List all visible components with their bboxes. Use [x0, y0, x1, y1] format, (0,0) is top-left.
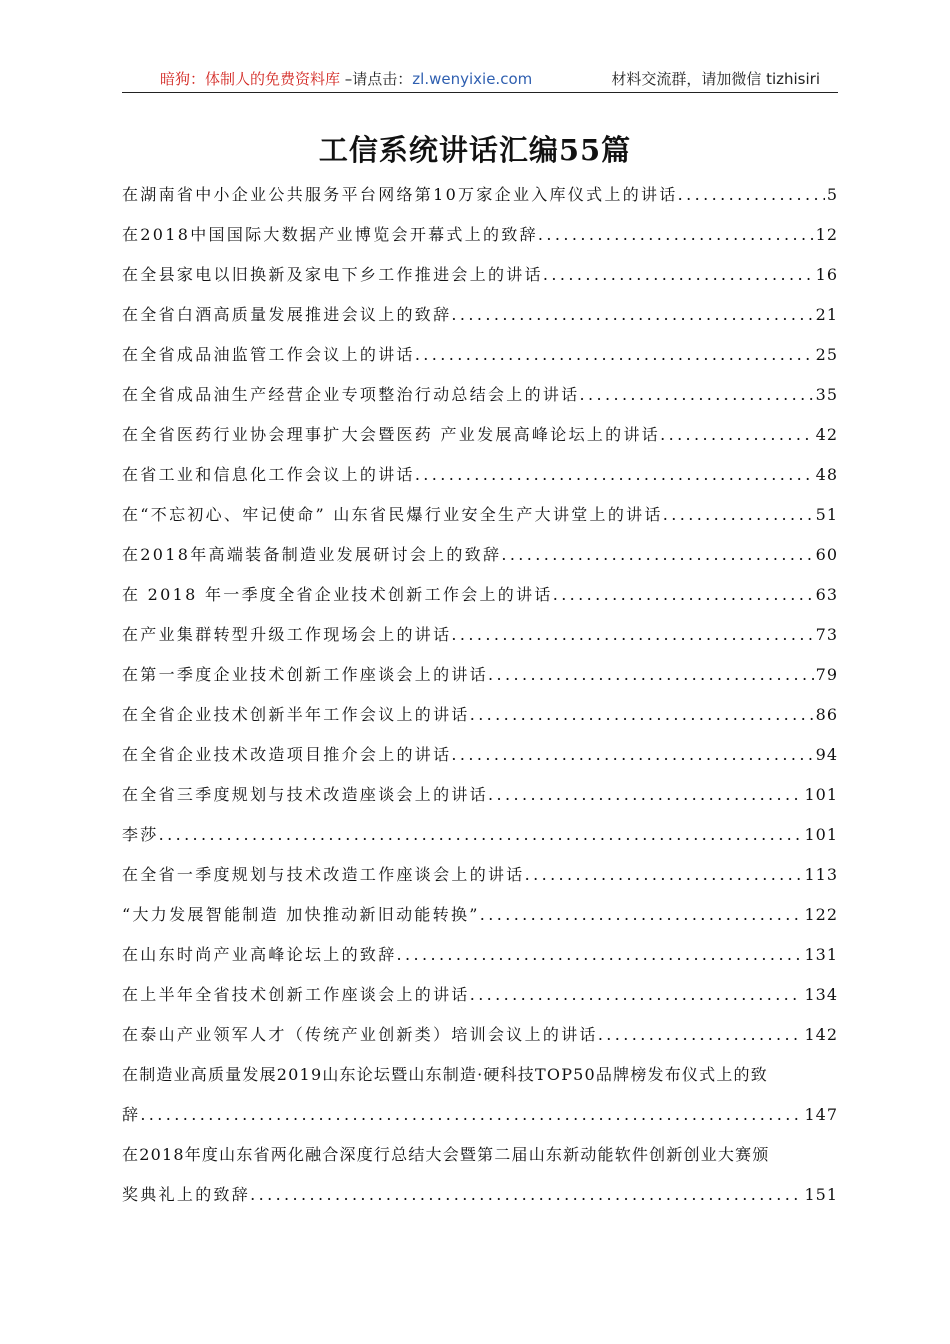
toc-entry-title: 在2018年高端装备制造业发展研讨会上的致辞: [122, 545, 502, 564]
toc-entry[interactable]: [122, 1015, 838, 1055]
toc-entry-line2[interactable]: [122, 1175, 838, 1215]
toc-leader-dots: [660, 415, 814, 455]
toc-entry-page: 73: [815, 625, 838, 644]
toc-entry-title: 在全省企业技术创新半年工作会议上的讲话: [122, 705, 470, 724]
toc-entry-title: 辞: [122, 1105, 141, 1124]
toc-entry-page: 12: [815, 225, 838, 244]
toc-entry-page: 51: [815, 505, 838, 524]
toc-entry[interactable]: [122, 175, 838, 215]
toc-leader-dots: [159, 815, 803, 855]
toc-leader-dots: [488, 775, 802, 815]
toc-entry-title: 在山东时尚产业高峰论坛上的致辞: [122, 945, 397, 964]
toc-entry-page: 16: [815, 265, 838, 284]
toc-entry-title: 在上半年全省技术创新工作座谈会上的讲话: [122, 985, 470, 1004]
toc-entry-page: 131: [804, 945, 838, 964]
toc-leader-dots: [553, 575, 814, 615]
toc-leader-dots: [415, 455, 814, 495]
toc-entry-title: 在省工业和信息化工作会议上的讲话: [122, 465, 415, 484]
toc-entry-title: 在全省成品油监管工作会议上的讲话: [122, 345, 415, 364]
toc-entry[interactable]: [122, 215, 838, 255]
toc-entry[interactable]: [122, 935, 838, 975]
toc-entry[interactable]: [122, 255, 838, 295]
toc-entry-page: 35: [815, 385, 838, 404]
toc-entry-page: 101: [804, 785, 838, 804]
toc-leader-dots: [451, 615, 813, 655]
toc-entry[interactable]: [122, 735, 838, 775]
toc-entry[interactable]: [122, 615, 838, 655]
toc-entry-title: 在湖南省中小企业公共服务平台网络第10万家企业入库仪式上的讲话: [122, 185, 678, 204]
toc-entry-page: 113: [804, 865, 838, 884]
toc-entry-page: 134: [804, 985, 838, 1004]
toc-entry-page: 5: [826, 185, 838, 204]
header-brand-text: 暗狗：体制人的免费资料库: [160, 70, 341, 88]
toc-entry-title: 在 2018 年一季度全省企业技术创新工作会上的讲话: [122, 585, 553, 604]
toc-leader-dots: [678, 175, 825, 215]
toc-entry[interactable]: [122, 535, 838, 575]
toc-entry-title: 在产业集群转型升级工作现场会上的讲话: [122, 625, 452, 644]
toc-entry-page: 48: [815, 465, 838, 484]
toc-leader-dots: [415, 335, 814, 375]
toc-entry[interactable]: [122, 815, 838, 855]
toc-leader-dots: [451, 295, 813, 335]
toc-entry-page: 86: [815, 705, 838, 724]
toc-entry[interactable]: [122, 295, 838, 335]
toc-entry-title: 李莎: [122, 825, 159, 844]
toc-entry-page: 79: [815, 665, 838, 684]
toc-entry-title: 奖典礼上的致辞: [122, 1185, 251, 1204]
toc-leader-dots: [250, 1175, 802, 1215]
toc-entry[interactable]: [122, 855, 838, 895]
toc-leader-dots: [501, 535, 813, 575]
toc-leader-dots: [538, 215, 814, 255]
toc-leader-dots: [397, 935, 803, 975]
toc-entry[interactable]: [122, 575, 838, 615]
toc-entry[interactable]: [122, 895, 838, 935]
toc-entry-title: 在泰山产业领军人才（传统产业创新类）培训会议上的讲话: [122, 1025, 598, 1044]
toc-entry-page: 101: [804, 825, 838, 844]
toc-entry[interactable]: [122, 655, 838, 695]
toc-leader-dots: [598, 1015, 803, 1055]
toc-entry[interactable]: [122, 695, 838, 735]
toc-entry-line2[interactable]: [122, 1095, 838, 1135]
toc-entry[interactable]: [122, 415, 838, 455]
toc-leader-dots: [470, 975, 803, 1015]
toc-entry[interactable]: [122, 775, 838, 815]
toc-entry-title: 在全省白酒高质量发展推进会议上的致辞: [122, 305, 452, 324]
toc-leader-dots: [140, 1095, 802, 1135]
toc-entry-page: 94: [815, 745, 838, 764]
toc-entry-page: 142: [804, 1025, 838, 1044]
toc-entry[interactable]: [122, 495, 838, 535]
header-separator: –请点击：: [340, 70, 413, 88]
toc-entry[interactable]: [122, 455, 838, 495]
toc-leader-dots: [543, 255, 814, 295]
toc-leader-dots: [663, 495, 814, 535]
toc-leader-dots: [451, 735, 813, 775]
toc-leader-dots: [580, 375, 814, 415]
toc-entry-page: 151: [804, 1185, 838, 1204]
toc-entry-line1[interactable]: 在制造业高质量发展2019山东论坛暨山东制造·硬科技TOP50品牌榜发布仪式上的致: [122, 1065, 768, 1084]
toc-entry-title: 在全省医药行业协会理事扩大会暨医药 产业发展高峰论坛上的讲话: [122, 425, 661, 444]
toc-entry-page: 60: [815, 545, 838, 564]
toc-entry-page: 63: [815, 585, 838, 604]
toc-entry[interactable]: [122, 335, 838, 375]
header-brand: [160, 66, 532, 92]
toc-entry-page: 21: [815, 305, 838, 324]
toc-entry-title: “大力发展智能制造 加快推动新旧动能转换”: [122, 905, 480, 924]
toc-entry-title: 在“不忘初心、牢记使命” 山东省民爆行业安全生产大讲堂上的讲话: [122, 505, 663, 524]
header-link[interactable]: zl.wenyixie.com: [412, 70, 533, 88]
header-note: 材料交流群，请加微信 tizhisiri: [611, 70, 820, 88]
toc-entry-page: 25: [815, 345, 838, 364]
toc-entry-title: 在全省一季度规划与技术改造工作座谈会上的讲话: [122, 865, 525, 884]
toc-entry-page: 122: [804, 905, 838, 924]
toc-entry[interactable]: [122, 375, 838, 415]
toc-entry[interactable]: [122, 975, 838, 1015]
toc-leader-dots: [470, 695, 814, 735]
toc-entry-title: 在第一季度企业技术创新工作座谈会上的讲话: [122, 665, 489, 684]
toc-leader-dots: [480, 895, 803, 935]
toc-entry-title: 在2018中国国际大数据产业博览会开幕式上的致辞: [122, 225, 538, 244]
toc-leader-dots: [525, 855, 803, 895]
toc-entry-title: 在全省企业技术改造项目推介会上的讲话: [122, 745, 452, 764]
document-title: 工信系统讲话汇编55篇: [318, 133, 632, 167]
page-header: [122, 66, 838, 93]
toc-entry-title: 在全县家电以旧换新及家电下乡工作推进会上的讲话: [122, 265, 543, 284]
toc-entry-page: 147: [804, 1105, 838, 1124]
toc-entry-title: 在全省三季度规划与技术改造座谈会上的讲话: [122, 785, 489, 804]
table-of-contents: [122, 175, 838, 1215]
toc-entry-page: 42: [815, 425, 838, 444]
toc-entry-title: 在全省成品油生产经营企业专项整治行动总结会上的讲话: [122, 385, 580, 404]
toc-leader-dots: [488, 655, 814, 695]
toc-entry-line1[interactable]: 在2018年度山东省两化融合深度行总结大会暨第二届山东新动能软件创新创业大赛颁: [122, 1145, 770, 1164]
